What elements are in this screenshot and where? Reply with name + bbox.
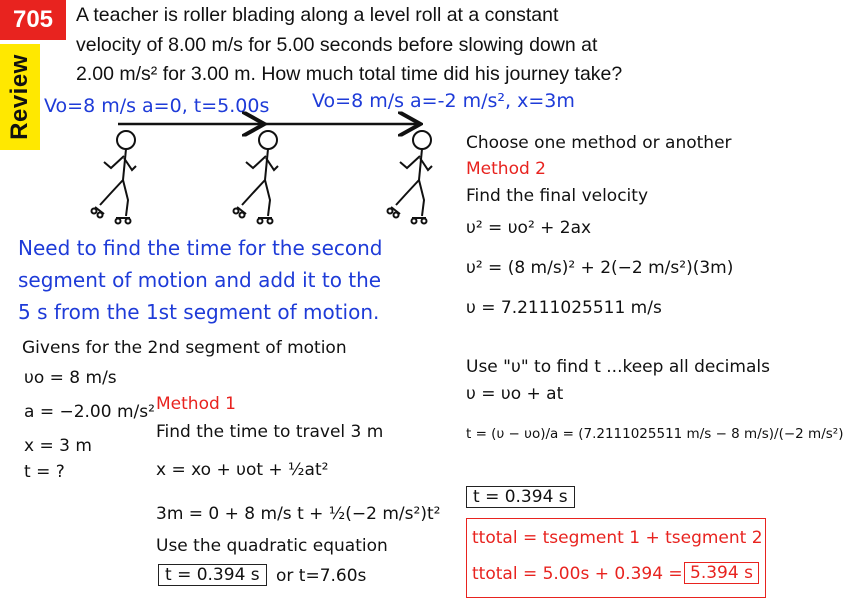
review-label: Review	[6, 54, 33, 140]
method-2-step-2: Use "υ" to find t ...keep all decimals	[466, 357, 770, 377]
givens-title: Givens for the 2nd segment of motion	[22, 338, 347, 358]
method-choice-note: Choose one method or another	[466, 133, 732, 153]
method-2-title: Method 2	[466, 159, 546, 179]
method-2-equation-1: υ² = υo² + 2ax	[466, 218, 592, 238]
skater-figure-3	[388, 131, 433, 224]
method-2-equation-2: υ² = (8 m/s)² + 2(−2 m/s²)(3m)	[466, 258, 734, 278]
method-1-result: t = 0.394 s	[158, 564, 267, 586]
method-1-step: Find the time to travel 3 m	[156, 422, 384, 442]
need-text-line-3: 5 s from the 1st segment of motion.	[18, 300, 380, 324]
question-line-1: A teacher is roller blading along a level roll at a constant	[76, 4, 559, 26]
given-a: a = −2.00 m/s²	[24, 402, 155, 422]
given-t: t = ?	[24, 462, 65, 482]
method-2-step: Find the final velocity	[466, 186, 649, 206]
segment-2-label: Vo=8 m/s a=-2 m/s², x=3m	[312, 90, 575, 112]
method-2-equation-3: υ = 7.2111025511 m/s	[466, 298, 662, 318]
method-1-step-2: Use the quadratic equation	[156, 536, 388, 556]
question-line-3: 2.00 m/s² for 3.00 m. How much total time did his journey take?	[76, 63, 623, 85]
need-text-line-1: Need to find the time for the second	[18, 236, 383, 260]
slide-number-badge: 705	[0, 0, 66, 40]
method-1-equation-2: 3m = 0 + 8 m/s t + ½(−2 m/s²)t²	[156, 504, 441, 524]
method-2-equation-5: t = (υ − υo)/a = (7.2111025511 m/s − 8 m/s)/(−2 m/s²)	[466, 426, 843, 442]
given-v0: υo = 8 m/s	[24, 368, 117, 388]
skater-figure-1	[92, 131, 137, 224]
method-1-title: Method 1	[156, 394, 236, 414]
question-line-2: velocity of 8.00 m/s for 5.00 seconds before slowing down at	[76, 34, 598, 56]
method-1-equation-1: x = xo + υot + ½at²	[156, 460, 329, 480]
method-2-result: t = 0.394 s	[466, 486, 575, 508]
total-equation-1: ttotal = tsegment 1 + tsegment 2	[472, 528, 763, 548]
skater-figure-2	[234, 131, 279, 224]
total-equation-2: ttotal = 5.00s + 0.394 =	[472, 564, 683, 584]
need-text-line-2: segment of motion and add it to the	[18, 268, 382, 292]
method-2-equation-4: υ = υo + at	[466, 384, 564, 404]
method-1-alternate-root: or t=7.60s	[276, 566, 367, 586]
total-time-result: 5.394 s	[684, 562, 759, 584]
given-x: x = 3 m	[24, 436, 92, 456]
segment-1-label: Vo=8 m/s a=0, t=5.00s	[44, 95, 270, 117]
